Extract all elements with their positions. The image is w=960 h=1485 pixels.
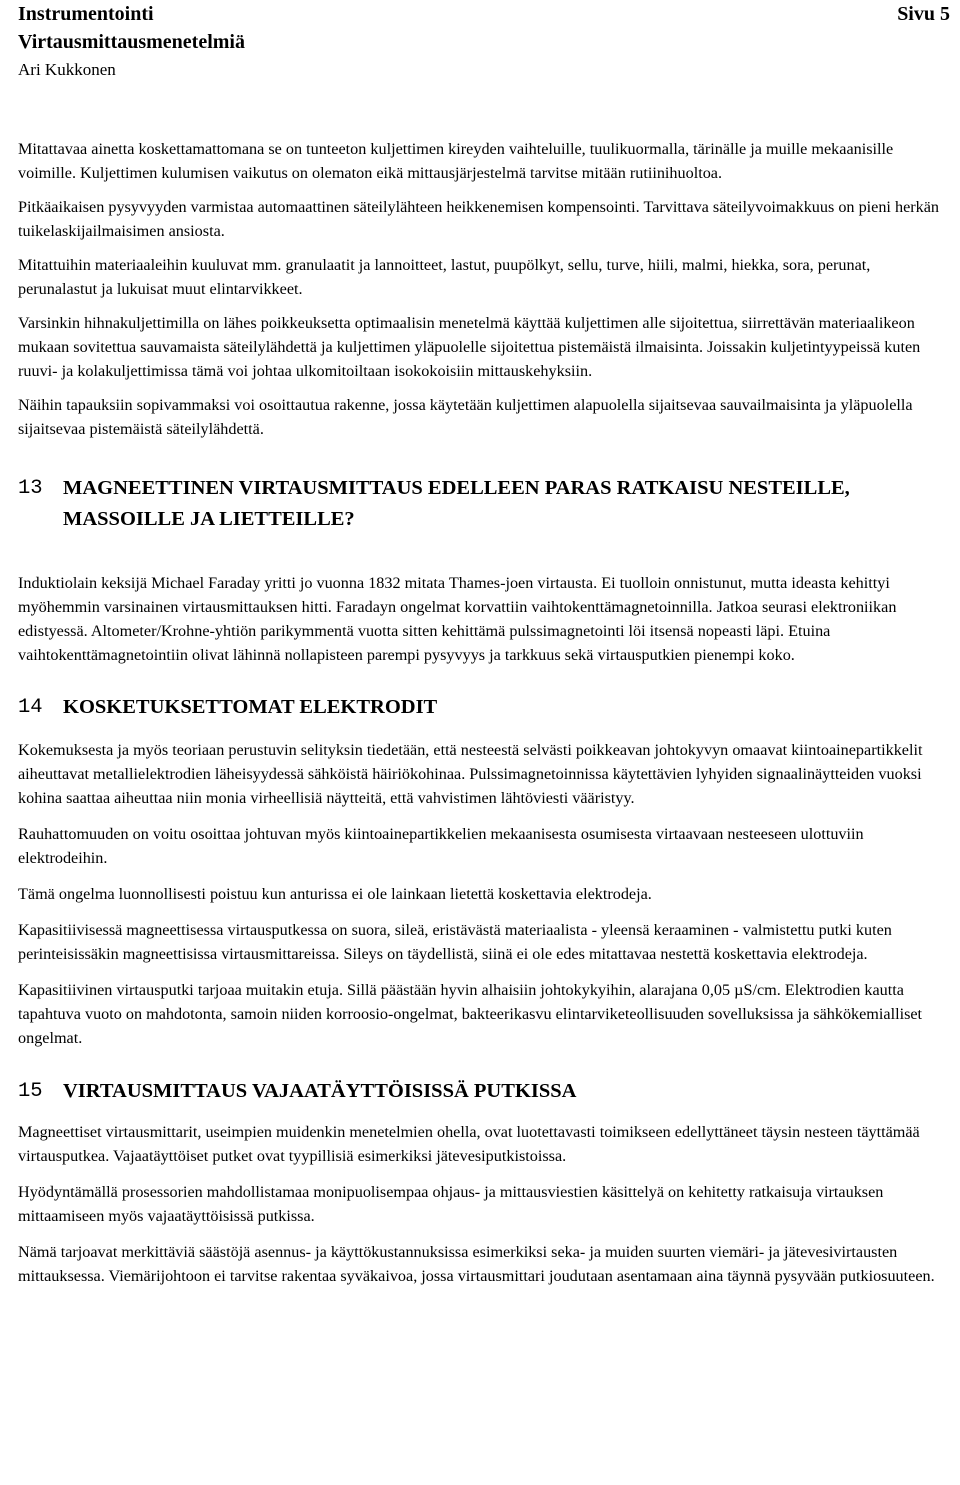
page-number: Sivu 5 bbox=[897, 3, 950, 25]
section-number: 14 bbox=[18, 696, 43, 719]
section-number: 13 bbox=[18, 477, 43, 500]
page-header bbox=[18, 0, 950, 81]
section-heading-13 bbox=[18, 473, 944, 535]
paragraph: Näihin tapauksiin sopivammaksi voi osoittautua rakenne, jossa käytetään kuljettimen alapuolella sijaitsevaa sauvailmaisinta ja yläpuolella sijaitsevaa pistemäistä säteilylähdettä. bbox=[18, 396, 913, 438]
section-title: MAGNEETTINEN VIRTAUSMITTAUS EDELLEEN PARAS RATKAISU NESTEILLE, MASSOILLE JA LIETTEILLE? bbox=[63, 477, 850, 530]
paragraph: Kapasitiivinen virtausputki tarjoaa muitakin etuja. Sillä päästään hyvin alhaisiin johtokykyihin, alarajana 0,05 µS/cm. Elektrodien kautta tapahtuva vuoto on mahdotonta, samoin niiden korroosio-ongelmat, bakteerikasvu elintarviketeollisuuden sovelluksissa ja sähkökemialliset ongelmat. bbox=[18, 981, 923, 1047]
paragraph: Hyödyntämällä prosessorien mahdollistamaa monipuolisempaa ohjaus- ja mittausviestien käsittelyä on kehitetty ratkaisuja virtauksen mittaamiseen myös vajaatäyttöisissä putkissa. bbox=[18, 1183, 884, 1225]
paragraph: Mitattavaa ainetta koskettamattomana se on tunteeton kuljettimen kireyden vaihteluille, tuulikuormalla, tärinälle ja muille mekaanisille voimille. Kuljettimen kulumisen vaikutus on olematon eikä mittausjärjestelmä tarvitse mitään rutiinihuoltoa. bbox=[18, 140, 894, 182]
paragraph: Nämä tarjoavat merkittäviä säästöjä asennus- ja käyttökustannuksissa esimerkiksi seka- ja muiden suurten viemäri- ja jätevesivirtausten mittauksessa. Viemärijohtoon ei tarvitse rakentaa syväkaivoa, jossa virtausmittari joudutaan asentamaan aina täynnä pysyvään putkiosuuteen. bbox=[18, 1243, 935, 1285]
paragraph: Rauhattomuuden on voitu osoittaa johtuvan myös kiintoainepartikkelien mekaanisesta osumisesta virtaavaan nesteeseen ulottuviin elektrodeihin. bbox=[18, 825, 864, 867]
section-title: VIRTAUSMITTAUS VAJAATÄYTTÖISISSÄ PUTKISSA bbox=[63, 1080, 577, 1102]
document-title: Instrumentointi bbox=[18, 3, 154, 25]
paragraph: Tämä ongelma luonnollisesti poistuu kun anturissa ei ole lainkaan lietettä koskettavia elektrodeja. bbox=[18, 885, 652, 903]
paragraph: Varsinkin hihnakuljettimilla on lähes poikkeuksetta optimaalisin menetelmä käyttää kuljettimen alle sijoitettua, siirrettävän materiaalikeon mukaan sovitettua sauvamaista säteilylähdettä ja kuljettimen yläpuolelle sijoitettua pistemäistä ilmaisinta. Joissakin kuljetintyypeissä kuten ruuvi- ja kolakuljettimissa tämä voi johtaa ulkomitoiltaan isokokoisiin mittauskehyksiin. bbox=[18, 314, 921, 380]
section-number: 15 bbox=[18, 1080, 43, 1103]
paragraph: Mitattuihin materiaaleihin kuuluvat mm. granulaatit ja lannoitteet, lastut, puupölkyt, sellu, turve, hiili, malmi, hiekka, sora, perunat, perunalastut ja lukuisat muut elintarvikkeet. bbox=[18, 256, 871, 298]
paragraph: Magneettiset virtausmittarit, useimpien muidenkin menetelmien ohella, ovat luotettavasti toimikseen edellyttäneet täysin nesteen täyttämää virtausputkea. Vajaatäyttöiset putket ovat tyypillisiä esimerkiksi jätevesiputkistoissa. bbox=[18, 1123, 920, 1165]
section-title: KOSKETUKSETTOMAT ELEKTRODIT bbox=[63, 696, 438, 718]
document-body bbox=[18, 137, 944, 1288]
paragraph: Kapasitiivisessä magneettisessa virtausputkessa on suora, sileä, eristävästä materiaalista - yleensä keraaminen - valmistettu putki kuten perinteisissäkin magneettisissa virtausmittareissa. Sileys on täydellistä, siinä ei ole edes mitattavaa nestettä koskettavia elektrodeja. bbox=[18, 921, 892, 963]
paragraph: Pitkäaikaisen pysyvyyden varmistaa automaattinen säteilylähteen heikkenemisen kompensointi. Tarvittava säteilyvoimakkuus on pieni herkän tuikelaskijailmaisimen ansiosta. bbox=[18, 198, 940, 240]
paragraph: Induktiolain keksijä Michael Faraday yritti jo vuonna 1832 mitata Thames-joen virtausta. Ei tuolloin onnistunut, mutta ideasta kehittyi myöhemmin varsinainen virtausmittauksen hitti. Faradayn ongelmat korvattiin vaihtokenttämagnetoinnilla. Jatkoa seurasi elektroniikan edistyessä. Altometer/Krohne-yhtiön parikymmentä vuotta sitten kehittämä pulssimagnetointi löi itsensä nopeasti läpi. Etuina vaihtokenttämagnetointiin olivat lähinnä nollapisteen parempi pysyvyys ja tarkkuus sekä virtausputkien pienempi koko. bbox=[18, 574, 897, 664]
section-heading-15 bbox=[18, 1076, 944, 1107]
paragraph: Kokemuksesta ja myös teoriaan perustuvin selityksin tiedetään, että nesteestä selvästi poikkeavan johtokyvyn omaavat kiintoainepartikkelit aiheuttavat metallielektrodien läheisyydessä sähköistä häiriökohinaa. Pulssimagnetoinnissa käytettävien lyhyiden signaalinäytteiden vuoksi kohina saattaa aiheuttaa niin monia virheellisiä näytteitä, että vahvistimen lähtöviesti vääristyy. bbox=[18, 741, 923, 807]
document-subtitle: Virtausmittausmenetelmiä bbox=[18, 31, 245, 53]
section-heading-14 bbox=[18, 692, 944, 723]
author-name: Ari Kukkonen bbox=[18, 60, 116, 79]
